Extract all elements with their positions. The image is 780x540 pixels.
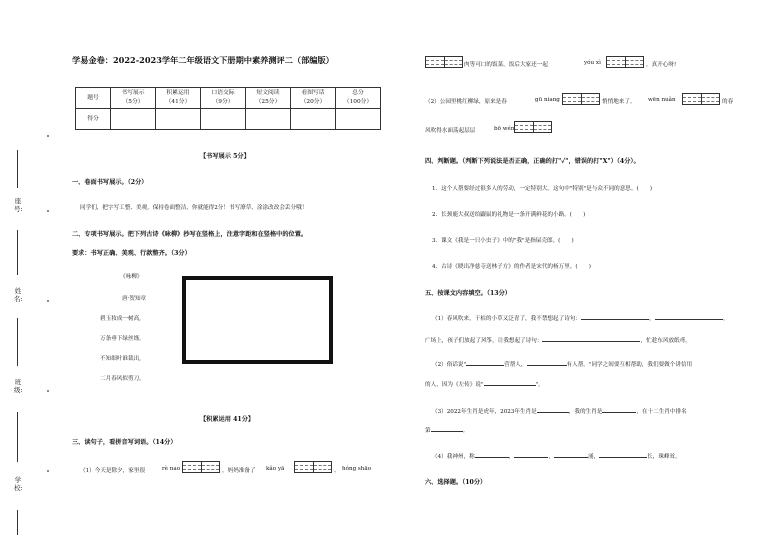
fill-blank[interactable]	[655, 319, 723, 320]
question-3-1-text: 、	[334, 468, 340, 474]
fill-blank[interactable]	[466, 365, 504, 366]
pinyin-writing-grid[interactable]	[294, 461, 332, 473]
pinyin-writing-grid[interactable]	[514, 121, 552, 133]
score-input-cell[interactable]	[111, 109, 156, 130]
fill-text	[432, 360, 692, 368]
seal-dot	[47, 135, 49, 137]
question-5-title: 五、按课文内容填空。（13分）	[425, 290, 511, 297]
question-3-title: 三、读句子，看拼音写词语。（14分）	[72, 439, 177, 446]
score-input-cell[interactable]	[291, 109, 336, 130]
fill-blank[interactable]	[484, 385, 536, 386]
fill-text: ，在十二生肖中排名	[636, 409, 687, 415]
fill-text	[425, 336, 691, 344]
poem-line: 碧玉妆成一树高,	[100, 316, 141, 322]
pinyin-writing-grid[interactable]	[606, 56, 644, 68]
pinyin-label: yóu xì	[584, 60, 601, 66]
question-2-title: 二、专项书写展示。把下列古诗《咏柳》抄写在竖格上，注意字距和在竖格中的位置。	[72, 231, 308, 238]
pinyin-writing-grid[interactable]	[182, 461, 220, 473]
poem-title: 《咏柳》	[120, 274, 143, 280]
table-cell: 积累运用 （41分）	[156, 88, 201, 109]
poem-line: 不知细叶谁裁出,	[100, 356, 141, 362]
seal-dot	[47, 470, 49, 472]
sentence-text: ，真开心呀!	[646, 62, 677, 68]
fill-blank[interactable]	[554, 457, 588, 458]
binding-line-top	[17, 150, 18, 188]
pinyin-label: hóng shāo	[342, 466, 372, 472]
seal-dot	[47, 300, 49, 302]
margin-label-name: 姓名:	[14, 287, 23, 303]
question-4-title: 四、判断题。（判断下列说法是否正确，正确的打"✓"，错误的打"X"）（4分）。	[425, 158, 640, 165]
table-cell: 短文阅读 （25分）	[246, 88, 291, 109]
margin-label-school: 学校:	[14, 476, 23, 492]
fill-text: （1）春风吹来，干枯的小草又泛青了，我不禁想起了诗句： ， 。	[432, 316, 729, 322]
question-3-2-text: 的春	[722, 99, 734, 105]
question-1-body: 同学们，把字写工整、美观，保持卷面整洁，你就能得2分！书写潦草，涂涂改改会丢分哦！	[80, 205, 308, 211]
fill-blank[interactable]	[514, 457, 548, 458]
fill-text	[425, 380, 544, 388]
table-cell: 题号	[76, 88, 111, 109]
margin-label-class: 班级:	[14, 378, 23, 394]
question-6-title: 六、选择题。（10分）	[425, 479, 487, 486]
score-input-cell[interactable]	[246, 109, 291, 130]
binding-line-2	[17, 230, 18, 275]
fill-text: （1）春风吹来，干枯的小草又泛青了，我不禁想起了诗句：	[432, 316, 581, 322]
pinyin-label: kǎo yā	[266, 466, 285, 472]
fill-text: 第	[425, 428, 431, 434]
table-row	[76, 88, 381, 109]
fill-blank[interactable]	[581, 319, 649, 320]
judgment-item: 2．长颈鹿大叔送给鼹鼠的礼物是一条开满鲜花的小路。( )	[432, 212, 586, 218]
poem-author: 唐·贺知章	[122, 296, 147, 302]
binding-line-4	[17, 412, 18, 462]
judgment-item: 3．课文《我是一只小虫子》中的"我"是指屎壳郎。( )	[432, 238, 574, 244]
pinyin-label: rè nao	[162, 466, 181, 472]
fill-text: 长，珠峰耸。	[647, 454, 681, 460]
fill-text: （2）俗话说"	[432, 362, 467, 368]
question-3-2-text: 风吹得水面荡起层层	[425, 128, 476, 134]
poem-line: 万条垂下绿丝绦。	[100, 336, 145, 342]
fill-text: 广场上，孩子们放起了风筝，让我想起了诗句：	[425, 338, 543, 344]
binding-line-3	[17, 318, 18, 366]
score-table	[75, 87, 381, 130]
table-cell: 得分	[76, 109, 111, 130]
fill-text: "。	[535, 382, 544, 388]
fill-text	[432, 407, 687, 415]
question-1-title: 一、卷面书写展示。（2分）	[72, 179, 148, 186]
question-3-2-text: 悄悄地来了。	[602, 99, 636, 105]
question-3-2-text: （2）公园里桃红柳绿，原来是春	[425, 99, 507, 105]
fill-blank[interactable]	[431, 431, 463, 432]
fill-text: ，我的生肖是	[568, 409, 603, 415]
table-cell: 书写展示 （5分）	[111, 88, 156, 109]
fill-blank[interactable]	[542, 341, 640, 342]
margin-label-number: 座号:	[14, 197, 23, 213]
fill-blank[interactable]	[537, 412, 569, 413]
fill-text: （4）我神州，称	[432, 454, 475, 460]
question-2-requirement: 要求：书写正确、美观、行款整齐。（3分）	[72, 250, 191, 257]
sentence-text: 肉等可口的饭菜，饭后大家还一起	[464, 62, 548, 68]
table-cell: 总分 （100分）	[336, 88, 381, 109]
pinyin-label: wēn nuǎn	[648, 97, 676, 103]
fill-text: （4）我神州，称 ， ， 涌， 长，珠峰耸。	[432, 454, 681, 460]
question-3-1-text: ，妈妈准备了	[222, 468, 256, 474]
question-3-1-text: （1）今天是除夕，家里很	[80, 468, 146, 474]
fill-text: 有人帮。"同学之间要互相帮助，我们要做个讲信用	[566, 362, 693, 368]
fill-text: ，忙趁东风放纸鸢。	[640, 338, 691, 344]
seal-dot	[47, 210, 49, 212]
poem-writing-box[interactable]	[182, 276, 333, 364]
fill-blank[interactable]	[527, 365, 567, 366]
table-cell: 看图写话 （20分）	[291, 88, 336, 109]
poem-line: 二月春风似剪刀。	[100, 376, 145, 382]
page-title: 学易金卷：2022-2023学年二年级语文下册期中素养测评二（部编版）	[72, 55, 334, 65]
pinyin-writing-grid[interactable]	[562, 93, 600, 105]
pinyin-writing-grid[interactable]	[682, 93, 720, 105]
section-heading-writing: 【书写展示 5分】	[200, 153, 250, 160]
judgment-item: 4．古诗《晓出净慈寺送林子方》的作者是宋代的杨万里。( )	[432, 264, 591, 270]
fill-text: 营帮人，	[504, 362, 527, 368]
score-input-cell[interactable]	[336, 109, 381, 130]
fill-blank[interactable]	[602, 412, 636, 413]
pinyin-label: bō wén	[494, 126, 515, 132]
judgment-item: 1．这个人帮要经过很多人的劳动，一定特别大。这句中"特别"是与众不同的意思。( )	[432, 186, 653, 192]
fill-text: （3）2022年生肖是虎年，2023年生肖是	[432, 409, 537, 415]
seal-dot	[47, 390, 49, 392]
score-input-cell[interactable]	[201, 109, 246, 130]
pinyin-writing-grid[interactable]	[425, 56, 463, 68]
table-row	[76, 109, 381, 130]
binding-line-5	[17, 510, 18, 535]
fill-text: 的人，因为《左传》说"	[425, 382, 484, 388]
pinyin-label: gū niang	[535, 97, 560, 103]
fill-blank[interactable]	[599, 457, 647, 458]
fill-blank[interactable]	[475, 457, 509, 458]
score-input-cell[interactable]	[156, 109, 201, 130]
table-cell: 口语交际 （9分）	[201, 88, 246, 109]
section-heading-accumulation: 【积累运用 41分】	[200, 416, 255, 423]
fill-text: 第 。	[425, 428, 469, 434]
